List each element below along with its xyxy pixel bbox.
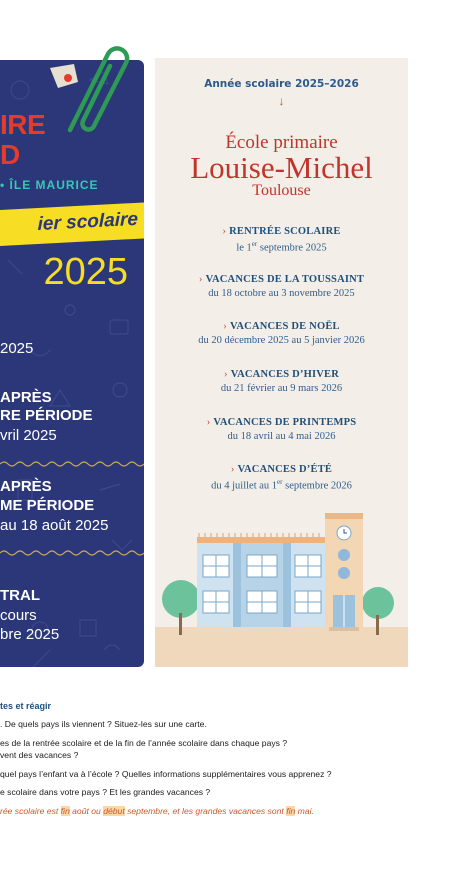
school-doodles <box>0 60 144 667</box>
paperclip-icon <box>50 38 130 138</box>
answer-example: rée scolaire est fin août ou début septembre, et les grandes vacances sont fin mai. <box>0 806 314 816</box>
question-4: e scolaire dans votre pays ? Et les grandes vacances ? <box>0 787 211 797</box>
building-illustration <box>155 513 408 667</box>
question-2b: vent des vacances ? <box>0 750 79 760</box>
chevron-icon: › <box>223 321 227 332</box>
banner-text: ier scolaire <box>37 208 138 236</box>
title-part-1: IRE <box>0 109 46 140</box>
school-year: Année scolaire 2025–2026 <box>204 78 359 90</box>
event-date: du 18 octobre au 3 novembre 2025 <box>208 288 355 299</box>
chevron-icon: › <box>230 464 235 475</box>
event-item <box>155 369 408 394</box>
title-part-2: D <box>0 139 20 170</box>
country-label: • ÎLE MAURICE <box>0 178 99 192</box>
block3-line2: cours <box>0 607 37 624</box>
event-date: du 18 avril au 4 mai 2026 <box>227 431 336 442</box>
event-item <box>155 464 408 492</box>
question-2a: es de la rentrée scolaire et de la fin de l’année scolaire dans chaque pays ? <box>0 738 288 748</box>
question-1: . De quels pays ils viennent ? Situez-les sur une carte. <box>0 719 207 729</box>
big-year: 2025 <box>43 251 128 293</box>
calendar-banner <box>0 202 144 246</box>
event-item <box>155 321 408 346</box>
wave-divider <box>0 549 144 557</box>
event-title: VACANCES DE PRINTEMPS <box>213 417 357 428</box>
line-1: 2025 <box>0 340 34 357</box>
block1-line3: vril 2025 <box>0 427 57 444</box>
event-date: du 21 février au 9 mars 2026 <box>220 383 343 394</box>
chevron-icon: › <box>223 369 228 380</box>
event-item <box>155 226 408 254</box>
block3-line3: bre 2025 <box>0 626 60 643</box>
event-title: VACANCES DE NOËL <box>229 321 340 332</box>
block2-line3: au 18 août 2025 <box>0 517 109 534</box>
event-title: VACANCES D’ÉTÉ <box>237 464 333 475</box>
block2-line2: ME PÉRIODE <box>0 497 95 514</box>
chevron-icon: › <box>206 417 211 428</box>
tree-icon <box>162 580 200 635</box>
event-date: du 20 décembre 2025 au 5 janvier 2026 <box>198 335 365 346</box>
left-calendar-card <box>0 60 144 667</box>
event-date: du 4 juillet au 1er septembre 2026 <box>211 478 352 492</box>
down-arrow-icon: ↓ <box>278 94 285 108</box>
wave-divider <box>0 460 144 468</box>
chevron-icon: › <box>198 274 203 285</box>
event-title: VACANCES DE LA TOUSSAINT <box>205 274 365 285</box>
school-name: Louise-Michel <box>190 150 373 185</box>
event-title: VACANCES D’HIVER <box>230 369 340 380</box>
event-title: RENTRÉE SCOLAIRE <box>229 226 341 237</box>
school-city: Toulouse <box>252 182 311 199</box>
question-3: quel pays l’enfant va à l’école ? Quelles informations supplémentaires vous apprenez ? <box>0 769 332 779</box>
school-type: École primaire <box>225 132 338 153</box>
block1-line2: RE PÉRIODE <box>0 407 93 424</box>
school-calendar-poster <box>155 58 408 667</box>
block3-line1: TRAL <box>0 587 40 604</box>
event-item <box>155 417 408 442</box>
activity-title: tes et réagir <box>0 701 52 711</box>
event-item <box>155 274 408 299</box>
block1-line1: APRÈS <box>0 389 52 406</box>
chevron-icon: › <box>222 226 227 237</box>
block2-line1: APRÈS <box>0 478 52 495</box>
event-date: le 1er septembre 2025 <box>236 240 327 254</box>
